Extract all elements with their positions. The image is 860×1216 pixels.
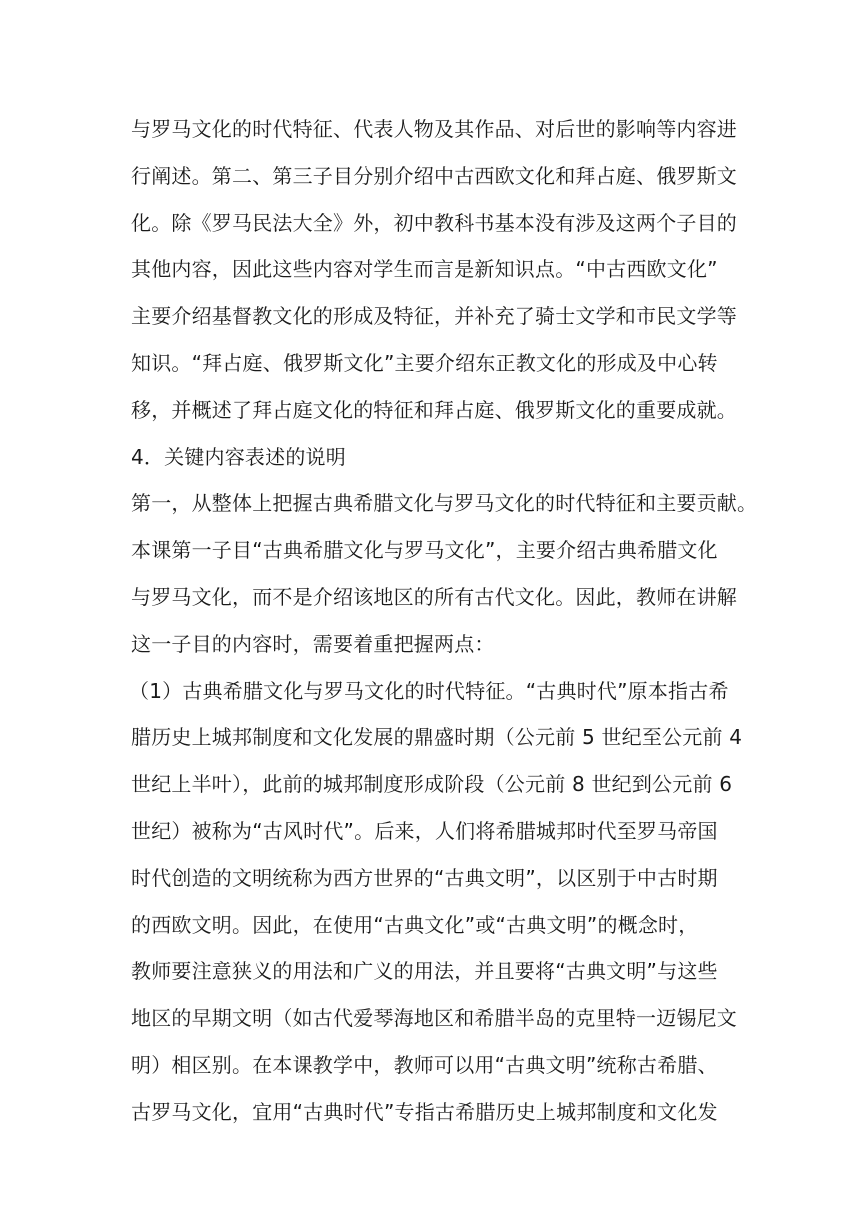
text-line: 时代创造的文明统称为西方世界的“古典文明”，以区别于中古时期 [131,865,718,890]
body-text [129,106,758,1136]
text-line: 与罗马文化，而不是介绍该地区的所有古代文化。因此，教师在讲解 [131,584,737,609]
text-line: 其他内容，因此这些内容对学生而言是新知识点。“中古西欧文化” [131,257,718,282]
text-line: 知识。“拜占庭、俄罗斯文化”主要介绍东正教文化的形成及中心转 [131,350,718,375]
text-line: 世纪）被称为“古风时代”。后来，人们将希腊城邦时代至罗马帝国 [131,818,718,843]
text-line: （1）古典希腊文化与罗马文化的时代特征。“古典时代”原本指古希 [129,678,729,703]
text-line: 教师要注意狭义的用法和广义的用法，并且要将“古典文明”与这些 [131,959,718,984]
text-line: 世纪上半叶），此前的城邦制度形成阶段（公元前 8 世纪到公元前 6 [131,772,733,797]
text-line: 古罗马文化，宜用“古典时代”专指古希腊历史上城邦制度和文化发 [131,1099,718,1124]
text-line: 地区的早期文明（如古代爱琴海地区和希腊半岛的克里特一迈锡尼文 [131,1006,737,1031]
text-line: 本课第一子目“古典希腊文化与罗马文化”，主要介绍古典希腊文化 [131,538,718,563]
text-line: 腊历史上城邦制度和文化发展的鼎盛时期（公元前 5 世纪至公元前 4 [131,725,743,750]
text-line: 第一，从整体上把握古典希腊文化与罗马文化的时代特征和主要贡献。 [131,491,758,516]
section-heading: 4．关键内容表述的说明 [131,444,346,469]
text-line: 移，并概述了拜占庭文化的特征和拜占庭、俄罗斯文化的重要成就。 [131,397,737,422]
text-line: 化。除《罗马民法大全》外，初中教科书基本没有涉及这两个子目的 [131,210,737,235]
text-line: 行阐述。第二、第三子目分别介绍中古西欧文化和拜占庭、俄罗斯文 [131,163,737,188]
text-line: 与罗马文化的时代特征、代表人物及其作品、对后世的影响等内容进 [131,117,737,141]
text-line: 的西欧文明。因此，在使用“古典文化”或“古典文明”的概念时， [131,912,699,937]
text-line: 这一子目的内容时，需要着重把握两点： [131,631,495,656]
text-line: 明）相区别。在本课教学中，教师可以用“古典文明”统称古希腊、 [131,1052,718,1077]
text-line: 主要介绍基督教文化的形成及特征，并补充了骑士文学和市民文学等 [131,304,737,329]
